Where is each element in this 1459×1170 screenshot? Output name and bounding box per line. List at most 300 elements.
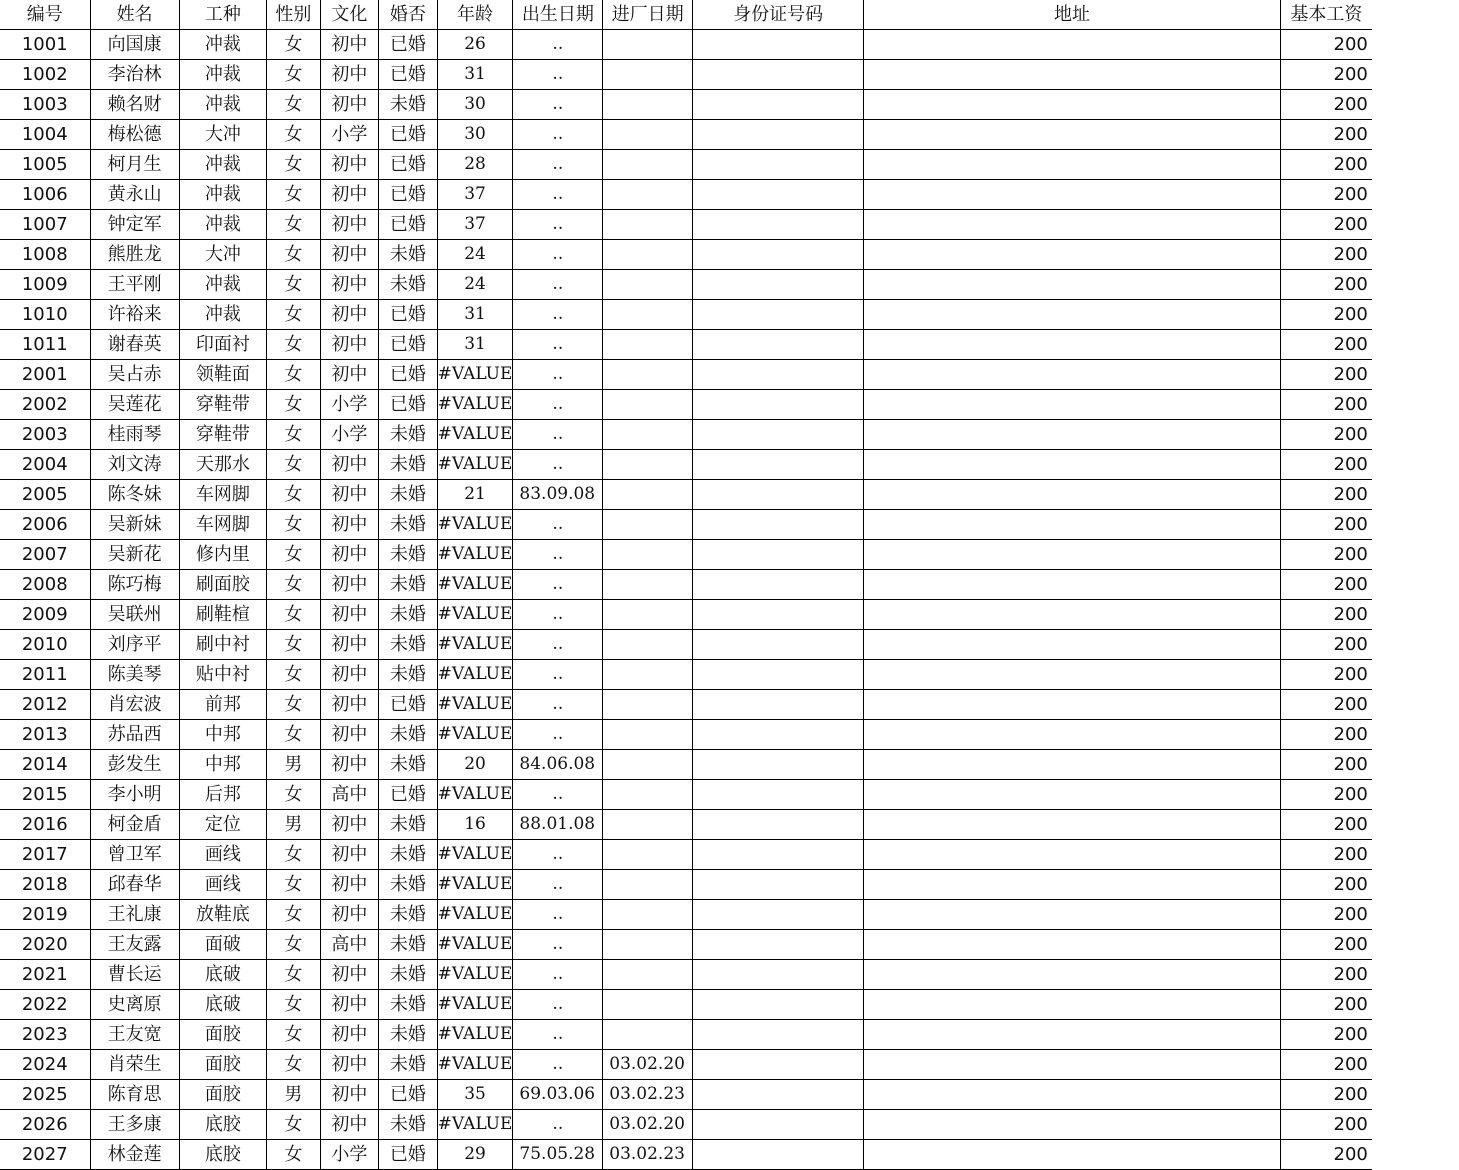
column-header[interactable]: 基本工资	[1280, 0, 1372, 30]
table-cell[interactable]: 小学	[320, 120, 379, 150]
table-cell[interactable]: 200	[1280, 360, 1372, 390]
table-cell[interactable]: ..	[513, 120, 603, 150]
table-cell[interactable]	[864, 960, 1281, 990]
table-cell[interactable]: 女	[267, 30, 321, 60]
table-cell[interactable]: 定位	[179, 810, 266, 840]
table-cell[interactable]: 中邦	[179, 720, 266, 750]
table-cell[interactable]: 未婚	[379, 600, 438, 630]
table-cell[interactable]: 初中	[320, 630, 379, 660]
table-cell[interactable]: ..	[513, 900, 603, 930]
table-cell[interactable]: 女	[267, 180, 321, 210]
table-cell[interactable]: 200	[1280, 30, 1372, 60]
table-cell[interactable]: #VALUE	[437, 990, 513, 1020]
table-cell[interactable]: #VALUE	[437, 720, 513, 750]
table-cell[interactable]: 03.02.23	[603, 1140, 693, 1170]
table-cell[interactable]: #VALUE	[437, 540, 513, 570]
table-cell[interactable]: ..	[513, 420, 603, 450]
table-cell[interactable]: #VALUE	[437, 960, 513, 990]
table-cell[interactable]: 初中	[320, 720, 379, 750]
table-cell[interactable]: 穿鞋带	[179, 420, 266, 450]
empty-cell[interactable]	[1372, 540, 1459, 570]
table-cell[interactable]: ..	[513, 660, 603, 690]
table-cell[interactable]: 30	[437, 120, 513, 150]
table-cell[interactable]: 女	[267, 330, 321, 360]
table-cell[interactable]: 初中	[320, 870, 379, 900]
table-cell[interactable]: 24	[437, 240, 513, 270]
table-cell[interactable]: 1005	[0, 150, 90, 180]
table-cell[interactable]: 1009	[0, 270, 90, 300]
table-cell[interactable]: 37	[437, 210, 513, 240]
table-cell[interactable]	[864, 1050, 1281, 1080]
table-cell[interactable]	[693, 990, 864, 1020]
table-cell[interactable]: 女	[267, 390, 321, 420]
table-cell[interactable]	[603, 330, 693, 360]
table-cell[interactable]	[693, 450, 864, 480]
table-cell[interactable]: 31	[437, 60, 513, 90]
column-header[interactable]: 进厂日期	[603, 0, 693, 30]
table-cell[interactable]: 初中	[320, 510, 379, 540]
table-cell[interactable]: 24	[437, 270, 513, 300]
table-cell[interactable]: 未婚	[379, 840, 438, 870]
table-cell[interactable]	[603, 30, 693, 60]
table-cell[interactable]	[603, 660, 693, 690]
table-cell[interactable]: 男	[267, 810, 321, 840]
table-cell[interactable]: 冲裁	[179, 90, 266, 120]
table-cell[interactable]: 已婚	[379, 210, 438, 240]
table-cell[interactable]: #VALUE	[437, 930, 513, 960]
table-cell[interactable]	[693, 900, 864, 930]
table-cell[interactable]	[693, 150, 864, 180]
table-cell[interactable]	[693, 870, 864, 900]
empty-cell[interactable]	[1372, 60, 1459, 90]
table-cell[interactable]	[693, 90, 864, 120]
table-cell[interactable]: 200	[1280, 60, 1372, 90]
table-cell[interactable]	[864, 690, 1281, 720]
table-cell[interactable]: ..	[513, 570, 603, 600]
table-cell[interactable]: 2017	[0, 840, 90, 870]
empty-cell[interactable]	[1372, 360, 1459, 390]
table-cell[interactable]: 女	[267, 210, 321, 240]
table-cell[interactable]: 未婚	[379, 870, 438, 900]
table-cell[interactable]: 1011	[0, 330, 90, 360]
table-cell[interactable]: #VALUE	[437, 1110, 513, 1140]
table-cell[interactable]: 初中	[320, 450, 379, 480]
table-cell[interactable]: 底胶	[179, 1110, 266, 1140]
table-cell[interactable]: 穿鞋带	[179, 390, 266, 420]
table-cell[interactable]: ..	[513, 300, 603, 330]
table-cell[interactable]: ..	[513, 630, 603, 660]
table-cell[interactable]	[864, 540, 1281, 570]
table-cell[interactable]: 肖宏波	[90, 690, 179, 720]
table-cell[interactable]: 未婚	[379, 480, 438, 510]
table-cell[interactable]: 曾卫军	[90, 840, 179, 870]
table-cell[interactable]: 修内里	[179, 540, 266, 570]
table-cell[interactable]: 30	[437, 90, 513, 120]
table-cell[interactable]	[603, 300, 693, 330]
table-cell[interactable]: 未婚	[379, 810, 438, 840]
table-cell[interactable]: 2002	[0, 390, 90, 420]
table-cell[interactable]: 200	[1280, 690, 1372, 720]
column-header[interactable]: 地址	[864, 0, 1281, 30]
table-cell[interactable]: 初中	[320, 270, 379, 300]
table-cell[interactable]: 女	[267, 540, 321, 570]
table-cell[interactable]: ..	[513, 960, 603, 990]
table-cell[interactable]: 31	[437, 330, 513, 360]
table-cell[interactable]: 200	[1280, 180, 1372, 210]
empty-cell[interactable]	[1372, 1110, 1459, 1140]
table-cell[interactable]: 2014	[0, 750, 90, 780]
table-cell[interactable]	[693, 210, 864, 240]
table-cell[interactable]	[603, 450, 693, 480]
table-cell[interactable]: 2021	[0, 960, 90, 990]
table-cell[interactable]: 女	[267, 420, 321, 450]
table-cell[interactable]: 王礼康	[90, 900, 179, 930]
table-cell[interactable]: 未婚	[379, 1110, 438, 1140]
table-cell[interactable]	[864, 570, 1281, 600]
table-cell[interactable]: #VALUE	[437, 390, 513, 420]
table-cell[interactable]: 未婚	[379, 960, 438, 990]
table-cell[interactable]: 小学	[320, 1140, 379, 1170]
table-cell[interactable]: 未婚	[379, 1050, 438, 1080]
table-cell[interactable]: 冲裁	[179, 60, 266, 90]
table-cell[interactable]: 88.01.08	[513, 810, 603, 840]
table-cell[interactable]: 未婚	[379, 540, 438, 570]
table-cell[interactable]: 女	[267, 960, 321, 990]
table-cell[interactable]: 2026	[0, 1110, 90, 1140]
table-cell[interactable]: 初中	[320, 1050, 379, 1080]
table-cell[interactable]: 20	[437, 750, 513, 780]
table-cell[interactable]: 吴新花	[90, 540, 179, 570]
table-cell[interactable]	[864, 510, 1281, 540]
empty-cell[interactable]	[1372, 0, 1459, 30]
table-cell[interactable]: 29	[437, 1140, 513, 1170]
table-cell[interactable]: 35	[437, 1080, 513, 1110]
table-cell[interactable]	[603, 360, 693, 390]
table-cell[interactable]: 初中	[320, 180, 379, 210]
table-cell[interactable]: 已婚	[379, 150, 438, 180]
table-cell[interactable]	[693, 60, 864, 90]
table-cell[interactable]: 面胶	[179, 1080, 266, 1110]
table-cell[interactable]: ..	[513, 870, 603, 900]
empty-cell[interactable]	[1372, 750, 1459, 780]
table-cell[interactable]: 林金莲	[90, 1140, 179, 1170]
table-cell[interactable]: 2001	[0, 360, 90, 390]
table-cell[interactable]: 大冲	[179, 120, 266, 150]
table-cell[interactable]: 前邦	[179, 690, 266, 720]
column-header[interactable]: 编号	[0, 0, 90, 30]
table-cell[interactable]: 75.05.28	[513, 1140, 603, 1170]
table-cell[interactable]: 女	[267, 600, 321, 630]
table-cell[interactable]: 未婚	[379, 1020, 438, 1050]
table-cell[interactable]: 2015	[0, 780, 90, 810]
table-cell[interactable]	[864, 720, 1281, 750]
table-cell[interactable]	[603, 900, 693, 930]
table-cell[interactable]: 200	[1280, 720, 1372, 750]
table-cell[interactable]: 领鞋面	[179, 360, 266, 390]
table-cell[interactable]	[603, 840, 693, 870]
table-cell[interactable]	[864, 840, 1281, 870]
table-cell[interactable]: ..	[513, 180, 603, 210]
empty-cell[interactable]	[1372, 150, 1459, 180]
table-cell[interactable]: 200	[1280, 390, 1372, 420]
table-cell[interactable]: 初中	[320, 240, 379, 270]
table-cell[interactable]: 03.02.23	[603, 1080, 693, 1110]
table-cell[interactable]: ..	[513, 240, 603, 270]
table-cell[interactable]: 已婚	[379, 1080, 438, 1110]
table-cell[interactable]	[603, 390, 693, 420]
table-cell[interactable]: 男	[267, 750, 321, 780]
table-cell[interactable]: 已婚	[379, 690, 438, 720]
table-cell[interactable]	[864, 240, 1281, 270]
table-cell[interactable]: 李治林	[90, 60, 179, 90]
empty-cell[interactable]	[1372, 1050, 1459, 1080]
table-cell[interactable]: 女	[267, 570, 321, 600]
empty-cell[interactable]	[1372, 510, 1459, 540]
empty-cell[interactable]	[1372, 570, 1459, 600]
table-cell[interactable]: 31	[437, 300, 513, 330]
table-cell[interactable]: 200	[1280, 780, 1372, 810]
table-cell[interactable]: 2009	[0, 600, 90, 630]
table-cell[interactable]: 女	[267, 90, 321, 120]
table-cell[interactable]: 2003	[0, 420, 90, 450]
table-cell[interactable]	[603, 570, 693, 600]
table-cell[interactable]: 吴占赤	[90, 360, 179, 390]
table-cell[interactable]: 贴中衬	[179, 660, 266, 690]
table-cell[interactable]: 冲裁	[179, 150, 266, 180]
table-cell[interactable]	[864, 420, 1281, 450]
empty-cell[interactable]	[1372, 210, 1459, 240]
table-cell[interactable]	[603, 90, 693, 120]
table-cell[interactable]: 初中	[320, 1110, 379, 1140]
table-cell[interactable]: ..	[513, 330, 603, 360]
table-cell[interactable]: 200	[1280, 810, 1372, 840]
table-cell[interactable]: 200	[1280, 1080, 1372, 1110]
empty-cell[interactable]	[1372, 870, 1459, 900]
table-cell[interactable]: 曹长运	[90, 960, 179, 990]
table-cell[interactable]: 1004	[0, 120, 90, 150]
table-cell[interactable]: ..	[513, 600, 603, 630]
table-cell[interactable]	[603, 720, 693, 750]
table-cell[interactable]	[864, 360, 1281, 390]
table-cell[interactable]: #VALUE	[437, 510, 513, 540]
table-cell[interactable]: 女	[267, 900, 321, 930]
table-cell[interactable]	[693, 780, 864, 810]
table-cell[interactable]	[693, 240, 864, 270]
table-cell[interactable]	[864, 210, 1281, 240]
empty-cell[interactable]	[1372, 630, 1459, 660]
table-cell[interactable]	[603, 690, 693, 720]
table-cell[interactable]: 女	[267, 1110, 321, 1140]
table-cell[interactable]: 女	[267, 360, 321, 390]
table-cell[interactable]: 冲裁	[179, 30, 266, 60]
table-cell[interactable]: 1006	[0, 180, 90, 210]
table-cell[interactable]: 初中	[320, 1020, 379, 1050]
table-cell[interactable]: 刷鞋楦	[179, 600, 266, 630]
empty-cell[interactable]	[1372, 420, 1459, 450]
table-cell[interactable]: 初中	[320, 300, 379, 330]
empty-cell[interactable]	[1372, 1140, 1459, 1170]
table-cell[interactable]: 已婚	[379, 360, 438, 390]
empty-cell[interactable]	[1372, 690, 1459, 720]
table-cell[interactable]	[603, 480, 693, 510]
column-header[interactable]: 性别	[267, 0, 321, 30]
empty-cell[interactable]	[1372, 270, 1459, 300]
table-cell[interactable]: 苏品西	[90, 720, 179, 750]
table-cell[interactable]: 初中	[320, 840, 379, 870]
table-cell[interactable]: 肖荣生	[90, 1050, 179, 1080]
table-cell[interactable]: 200	[1280, 300, 1372, 330]
table-cell[interactable]: 已婚	[379, 780, 438, 810]
table-cell[interactable]: 已婚	[379, 180, 438, 210]
table-cell[interactable]	[603, 1020, 693, 1050]
table-cell[interactable]: 中邦	[179, 750, 266, 780]
table-cell[interactable]: 吴莲花	[90, 390, 179, 420]
table-cell[interactable]	[864, 780, 1281, 810]
table-cell[interactable]: ..	[513, 1050, 603, 1080]
empty-cell[interactable]	[1372, 810, 1459, 840]
table-cell[interactable]: 未婚	[379, 900, 438, 930]
table-cell[interactable]: 大冲	[179, 240, 266, 270]
table-cell[interactable]: 2024	[0, 1050, 90, 1080]
table-cell[interactable]: 初中	[320, 900, 379, 930]
table-cell[interactable]: 画线	[179, 840, 266, 870]
table-cell[interactable]: 向国康	[90, 30, 179, 60]
table-cell[interactable]: 已婚	[379, 330, 438, 360]
table-cell[interactable]	[603, 630, 693, 660]
table-cell[interactable]: ..	[513, 540, 603, 570]
table-cell[interactable]: 初中	[320, 90, 379, 120]
table-cell[interactable]: 刘序平	[90, 630, 179, 660]
table-cell[interactable]	[693, 540, 864, 570]
table-cell[interactable]: 柯月生	[90, 150, 179, 180]
table-cell[interactable]: #VALUE	[437, 1020, 513, 1050]
table-cell[interactable]: 200	[1280, 630, 1372, 660]
table-cell[interactable]: 200	[1280, 870, 1372, 900]
table-cell[interactable]: 未婚	[379, 570, 438, 600]
table-cell[interactable]: 200	[1280, 660, 1372, 690]
table-cell[interactable]: 柯金盾	[90, 810, 179, 840]
table-cell[interactable]: 已婚	[379, 390, 438, 420]
table-cell[interactable]: 梅松德	[90, 120, 179, 150]
table-cell[interactable]	[864, 330, 1281, 360]
table-cell[interactable]: 1001	[0, 30, 90, 60]
table-cell[interactable]: 1007	[0, 210, 90, 240]
table-cell[interactable]: 史离原	[90, 990, 179, 1020]
table-cell[interactable]: 1010	[0, 300, 90, 330]
table-cell[interactable]: 女	[267, 1140, 321, 1170]
table-cell[interactable]: 2011	[0, 660, 90, 690]
table-cell[interactable]: 已婚	[379, 30, 438, 60]
table-cell[interactable]	[693, 660, 864, 690]
table-cell[interactable]: 初中	[320, 60, 379, 90]
table-cell[interactable]: 邱春华	[90, 870, 179, 900]
table-cell[interactable]: 69.03.06	[513, 1080, 603, 1110]
table-cell[interactable]	[693, 30, 864, 60]
table-cell[interactable]: #VALUE	[437, 450, 513, 480]
table-cell[interactable]	[693, 750, 864, 780]
table-cell[interactable]: 200	[1280, 930, 1372, 960]
empty-cell[interactable]	[1372, 840, 1459, 870]
table-cell[interactable]	[864, 390, 1281, 420]
table-cell[interactable]: 200	[1280, 540, 1372, 570]
table-cell[interactable]: 2018	[0, 870, 90, 900]
table-cell[interactable]	[864, 90, 1281, 120]
table-cell[interactable]: 已婚	[379, 120, 438, 150]
table-cell[interactable]: 彭发生	[90, 750, 179, 780]
table-cell[interactable]: 未婚	[379, 720, 438, 750]
table-cell[interactable]: 2023	[0, 1020, 90, 1050]
table-cell[interactable]: 车网脚	[179, 510, 266, 540]
table-cell[interactable]: 200	[1280, 150, 1372, 180]
table-cell[interactable]	[693, 180, 864, 210]
table-cell[interactable]: 刷中衬	[179, 630, 266, 660]
table-cell[interactable]: 初中	[320, 690, 379, 720]
table-cell[interactable]: 1002	[0, 60, 90, 90]
column-header[interactable]: 文化	[320, 0, 379, 30]
table-cell[interactable]: 未婚	[379, 450, 438, 480]
table-cell[interactable]: 初中	[320, 330, 379, 360]
table-cell[interactable]: 女	[267, 1020, 321, 1050]
table-cell[interactable]: 未婚	[379, 420, 438, 450]
table-cell[interactable]: 桂雨琴	[90, 420, 179, 450]
table-cell[interactable]: 女	[267, 240, 321, 270]
table-cell[interactable]: 2025	[0, 1080, 90, 1110]
table-cell[interactable]: 女	[267, 630, 321, 660]
table-cell[interactable]	[693, 630, 864, 660]
table-cell[interactable]	[693, 570, 864, 600]
table-cell[interactable]: 200	[1280, 900, 1372, 930]
table-cell[interactable]: 许裕来	[90, 300, 179, 330]
table-cell[interactable]: 王友露	[90, 930, 179, 960]
table-cell[interactable]: 200	[1280, 600, 1372, 630]
table-cell[interactable]	[603, 60, 693, 90]
empty-cell[interactable]	[1372, 330, 1459, 360]
table-cell[interactable]: 女	[267, 720, 321, 750]
table-cell[interactable]	[864, 930, 1281, 960]
empty-cell[interactable]	[1372, 600, 1459, 630]
table-cell[interactable]: 面胶	[179, 1050, 266, 1080]
table-cell[interactable]: 女	[267, 870, 321, 900]
table-cell[interactable]	[864, 600, 1281, 630]
table-cell[interactable]	[603, 930, 693, 960]
table-cell[interactable]: 初中	[320, 990, 379, 1020]
table-cell[interactable]: 1003	[0, 90, 90, 120]
table-cell[interactable]: 女	[267, 60, 321, 90]
table-cell[interactable]	[864, 150, 1281, 180]
table-cell[interactable]: #VALUE	[437, 1050, 513, 1080]
table-cell[interactable]: 初中	[320, 30, 379, 60]
table-cell[interactable]: 底破	[179, 960, 266, 990]
table-cell[interactable]: 初中	[320, 1080, 379, 1110]
table-cell[interactable]: ..	[513, 930, 603, 960]
empty-cell[interactable]	[1372, 450, 1459, 480]
table-cell[interactable]: 印面衬	[179, 330, 266, 360]
table-cell[interactable]: 高中	[320, 780, 379, 810]
table-cell[interactable]: 初中	[320, 810, 379, 840]
table-cell[interactable]: 200	[1280, 1050, 1372, 1080]
table-cell[interactable]: 200	[1280, 330, 1372, 360]
table-cell[interactable]: 初中	[320, 570, 379, 600]
table-cell[interactable]: ..	[513, 210, 603, 240]
table-cell[interactable]: 200	[1280, 480, 1372, 510]
table-cell[interactable]: 未婚	[379, 990, 438, 1020]
table-cell[interactable]	[864, 450, 1281, 480]
table-cell[interactable]: 放鞋底	[179, 900, 266, 930]
table-cell[interactable]	[693, 390, 864, 420]
table-cell[interactable]: 冲裁	[179, 210, 266, 240]
table-cell[interactable]: 女	[267, 930, 321, 960]
table-cell[interactable]: 2005	[0, 480, 90, 510]
